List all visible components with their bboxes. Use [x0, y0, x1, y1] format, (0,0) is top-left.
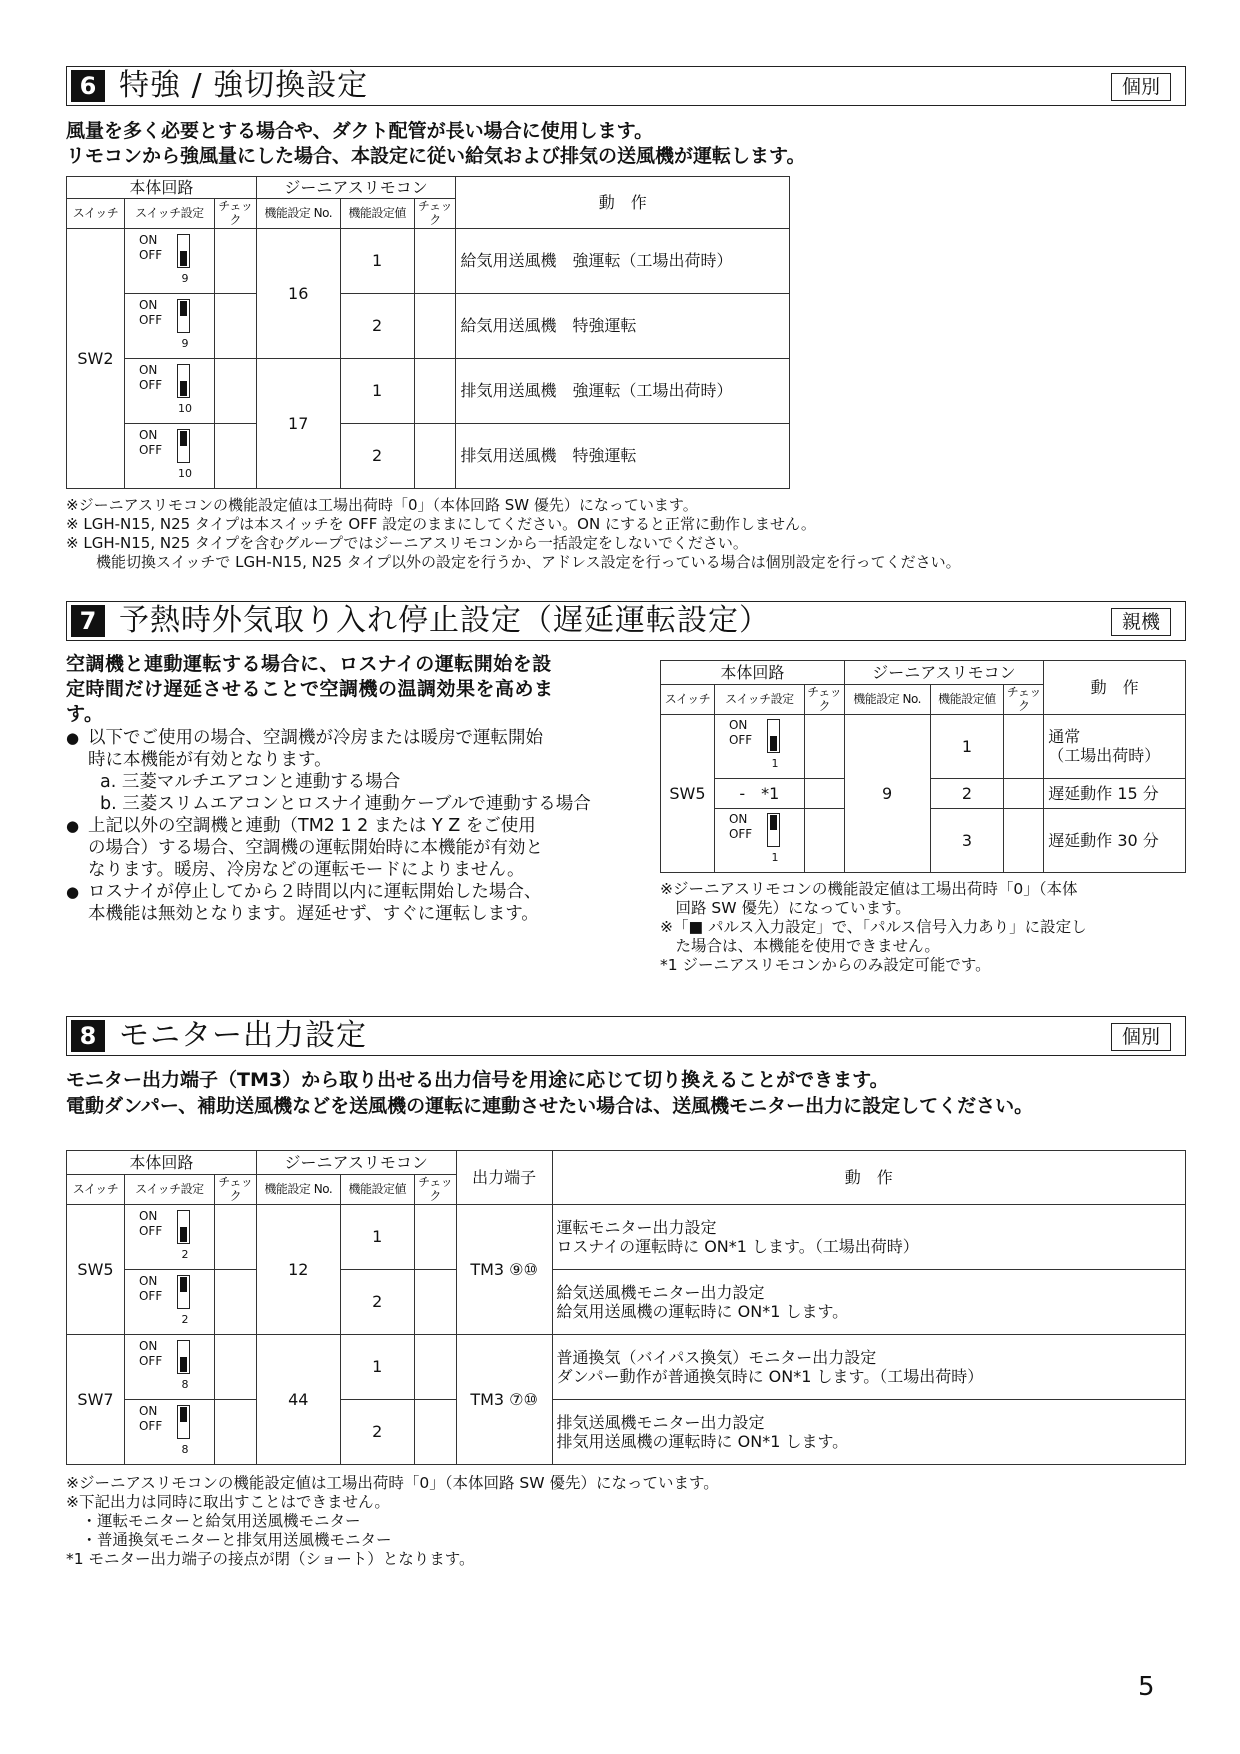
note: ※ LGH-N15, N25 タイプを含むグループではジーニアスリモコンから一括設定をしないでください。 [66, 534, 748, 552]
bullet-line: 時に本機能が有効となります。 [88, 750, 332, 770]
func-value: 1 [340, 1204, 414, 1269]
switch-name: SW2 [67, 228, 125, 488]
lead-line: 空調機と連動運転する場合に、ロスナイの運転開始を設 [66, 653, 552, 675]
header-check: チェック [214, 1175, 256, 1205]
section-7-header [66, 601, 1186, 641]
action-text: 給気用送風機 特強運転 [456, 293, 790, 358]
check-cell [414, 1269, 456, 1334]
header-terminal: 出力端子 [456, 1151, 552, 1205]
func-value: 2 [340, 1399, 414, 1464]
note: た場合は、本機能を使用できません。 [660, 937, 940, 955]
action-text: 遅延動作 15 分 [1044, 778, 1186, 808]
func-value: 1 [930, 714, 1004, 778]
section-title: 特強 / 強切換設定 [119, 68, 369, 103]
sub-item: a. 三菱マルチエアコンと連動する場合 [100, 772, 401, 792]
header-func-no: 機能設定 No. [844, 685, 930, 715]
header-func-no: 機能設定 No. [256, 1175, 340, 1205]
bullet-line: 本機能は無効となります。遅延せず、すぐに運転します。 [88, 904, 539, 924]
func-no: 9 [844, 714, 930, 872]
lead-line: す。 [66, 703, 104, 725]
note: *1 モニター出力端子の接点が閉（ショート）となります。 [66, 1550, 475, 1568]
check-cell [804, 808, 844, 872]
section-number: 6 [71, 70, 105, 102]
section-number: 8 [71, 1020, 105, 1052]
header-switch-setting: スイッチ設定 [124, 199, 214, 229]
dip-switch-on: ON OFF 2 [138, 1273, 189, 1326]
check-cell [414, 423, 456, 488]
bullet-item [66, 881, 646, 925]
switch-name: SW5 [67, 1204, 125, 1334]
check-cell [414, 1204, 456, 1269]
bullet-line: の場合）する場合、空調機の運転開始時に本機能が有効と [88, 838, 543, 858]
header-switch: スイッチ [67, 1175, 125, 1205]
section-7-table [660, 660, 1186, 873]
section-6-lead-1: 風量を多く必要とする場合や、ダクト配管が長い場合に使用します。 [66, 120, 654, 142]
section-6-table [66, 176, 790, 489]
dip-switch-on: ON OFF 8 [138, 1403, 189, 1456]
output-terminal: TM3 ⑦⑩ [456, 1334, 552, 1464]
header-action: 動 作 [456, 177, 790, 229]
func-no: 16 [256, 228, 340, 358]
check-cell [214, 228, 256, 293]
action-text: 排気用送風機 特強運転 [456, 423, 790, 488]
check-cell [414, 228, 456, 293]
header-honbai: 本体回路 [67, 1151, 257, 1175]
check-cell [214, 1204, 256, 1269]
header-honbai: 本体回路 [67, 177, 257, 199]
section-8-header [66, 1016, 1186, 1056]
switch-name: SW7 [67, 1334, 125, 1464]
section-6-lead-2: リモコンから強風量にした場合、本設定に従い給気および排気の送風機が運転します。 [66, 145, 806, 167]
note: ※下記出力は同時に取出すことはできません。 [66, 1493, 390, 1511]
note: ※「■ パルス入力設定」で、「パルス信号入力あり」に設定し [660, 918, 1087, 936]
bullet-line: なります。暖房、冷房などの運転モードによりません。 [88, 860, 525, 880]
note: 回路 SW 優先）になっています。 [660, 899, 911, 917]
func-value: 2 [340, 293, 414, 358]
check-cell [214, 358, 256, 423]
header-switch-setting: スイッチ設定 [714, 685, 804, 715]
header-check: チェック [804, 685, 844, 715]
header-check: チェック [414, 199, 456, 229]
func-value: 1 [340, 228, 414, 293]
func-no: 12 [256, 1204, 340, 1334]
check-cell [1004, 778, 1044, 808]
check-cell [414, 358, 456, 423]
dip-switch-off: ON OFF 2 [138, 1208, 189, 1261]
note: ※ジーニアスリモコンの機能設定値は工場出荷時「0」（本体回路 SW 優先）になっています。 [66, 1474, 719, 1492]
func-value: 3 [930, 808, 1004, 872]
section-title: 予熱時外気取り入れ停止設定（遅延運転設定） [119, 603, 770, 638]
section-number: 7 [71, 605, 105, 637]
check-cell [414, 293, 456, 358]
check-cell [804, 778, 844, 808]
header-switch-setting: スイッチ設定 [124, 1175, 214, 1205]
action-text: 運転モニター出力設定 ロスナイの運転時に ON*1 します。（工場出荷時） [552, 1204, 1185, 1269]
check-cell [414, 1334, 456, 1399]
bullet-line: ● 以下でご使用の場合、空調機が冷房または暖房で運転開始 [88, 728, 543, 748]
check-cell [214, 1334, 256, 1399]
func-no: 17 [256, 358, 340, 488]
func-value: 2 [340, 1269, 414, 1334]
section-title: モニター出力設定 [119, 1018, 367, 1053]
action-text: 給気送風機モニター出力設定 給気用送風機の運転時に ON*1 します。 [552, 1269, 1185, 1334]
check-cell [214, 1269, 256, 1334]
header-switch: スイッチ [661, 685, 715, 715]
header-remocon: ジーニアスリモコン [256, 1151, 456, 1175]
section-6-header [66, 66, 1186, 106]
action-text: 普通換気（バイパス換気）モニター出力設定 ダンパー動作が普通換気時に ON*1 します。（工場出荷時） [552, 1334, 1185, 1399]
dip-switch-off: ON OFF 8 [138, 1338, 189, 1391]
header-func-no: 機能設定 No. [256, 199, 340, 229]
sub-item: b. 三菱スリムエアコンとロスナイ連動ケーブルで連動する場合 [100, 794, 591, 814]
func-value: 2 [930, 778, 1004, 808]
switch-name: SW5 [661, 714, 715, 872]
header-func-value: 機能設定値 [340, 199, 414, 229]
dip-switch-off: ON OFF 9 [138, 232, 189, 285]
check-cell [804, 714, 844, 778]
action-text: 通常 （工場出荷時） [1044, 714, 1186, 778]
action-text: 排気送風機モニター出力設定 排気用送風機の運転時に ON*1 します。 [552, 1399, 1185, 1464]
header-action: 動 作 [552, 1151, 1185, 1205]
bullet-line: ● 上記以外の空調機と連動（TM2 1 2 または Y Z をご使用 [88, 816, 536, 836]
dip-switch-on: ON OFF 1 [728, 812, 779, 865]
dip-switch-on: ON OFF 9 [138, 297, 189, 350]
bullet-item [66, 815, 646, 881]
header-func-value: 機能設定値 [930, 685, 1004, 715]
action-text: 遅延動作 30 分 [1044, 808, 1186, 872]
section-8-lead-2: 電動ダンパー、補助送風機などを送風機の運転に連動させたい場合は、送風機モニター出力に設定してください。 [66, 1095, 1034, 1117]
note: *1 ジーニアスリモコンからのみ設定可能です。 [660, 956, 991, 974]
note: 機能切換スイッチで LGH-N15, N25 タイプ以外の設定を行うか、アドレス設定を行っている場合は個別設定を行ってください。 [66, 553, 961, 571]
header-remocon: ジーニアスリモコン [844, 661, 1044, 685]
bullet-line: ● ロスナイが停止してから２時間以内に運転開始した場合、 [88, 882, 542, 902]
dip-switch-off: ON OFF 10 [138, 362, 192, 415]
action-text: 排気用送風機 強運転（工場出荷時） [456, 358, 790, 423]
header-switch: スイッチ [67, 199, 125, 229]
header-func-value: 機能設定値 [340, 1175, 414, 1205]
scope-tag: 個別 [1111, 1023, 1171, 1051]
section-6-notes [66, 496, 961, 572]
scope-tag: 個別 [1111, 73, 1171, 101]
lead-line: 定時間だけ遅延させることで空調機の温調効果を高めま [66, 678, 554, 700]
header-honbai: 本体回路 [661, 661, 845, 685]
func-no: 44 [256, 1334, 340, 1464]
check-cell [214, 293, 256, 358]
section-7-notes [660, 880, 1087, 975]
scope-tag: 親機 [1111, 608, 1171, 636]
section-8-notes [66, 1474, 719, 1569]
dip-switch-on: ON OFF 10 [138, 427, 192, 480]
output-terminal: TM3 ⑨⑩ [456, 1204, 552, 1334]
note: ・普通換気モニターと排気用送風機モニター [66, 1531, 392, 1549]
note: ・運転モニターと給気用送風機モニター [66, 1512, 361, 1530]
header-check: チェック [214, 199, 256, 229]
check-cell [414, 1399, 456, 1464]
note: ※ジーニアスリモコンの機能設定値は工場出荷時「0」（本体 [660, 880, 1078, 898]
check-cell [214, 423, 256, 488]
header-check: チェック [414, 1175, 456, 1205]
func-value: 1 [340, 1334, 414, 1399]
section-7-body [66, 652, 646, 925]
action-text: 給気用送風機 強運転（工場出荷時） [456, 228, 790, 293]
header-remocon: ジーニアスリモコン [256, 177, 456, 199]
note: ※ジーニアスリモコンの機能設定値は工場出荷時「0」（本体回路 SW 優先）になっています。 [66, 496, 698, 514]
page-number: 5 [1138, 1672, 1155, 1702]
section-8-lead-1: モニター出力端子（TM3）から取り出せる出力信号を用途に応じて切り換えることができます。 [66, 1069, 889, 1091]
check-cell [1004, 714, 1044, 778]
switch-setting-remote-only: - *1 [714, 778, 804, 808]
section-8-table [66, 1150, 1186, 1465]
func-value: 2 [340, 423, 414, 488]
func-value: 1 [340, 358, 414, 423]
check-cell [1004, 808, 1044, 872]
header-action: 動 作 [1044, 661, 1186, 715]
note: ※ LGH-N15, N25 タイプは本スイッチを OFF 設定のままにしてください。ON にすると正常に動作しません。 [66, 515, 816, 533]
bullet-item [66, 727, 646, 771]
check-cell [214, 1399, 256, 1464]
dip-switch-off: ON OFF 1 [728, 718, 779, 771]
header-check: チェック [1004, 685, 1044, 715]
